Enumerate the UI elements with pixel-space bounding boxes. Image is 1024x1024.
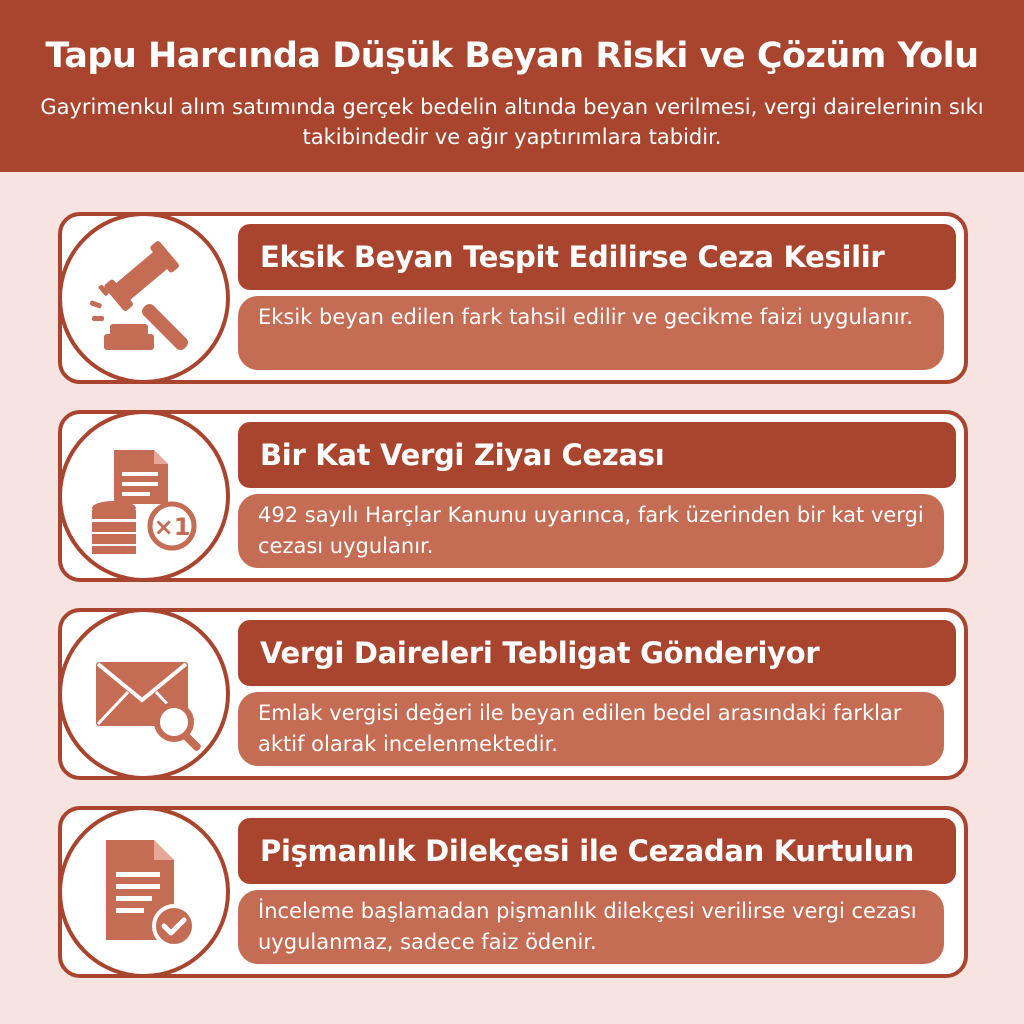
card-title: Bir Kat Vergi Ziyaı Cezası — [238, 422, 956, 488]
card-description: Eksik beyan edilen fark tahsil edilir ve gecikme faizi uygulanır. — [238, 296, 944, 370]
page-subtitle: Gayrimenkul alım satımında gerçek bedelin altında beyan verilmesi, vergi dairelerinin sıkı takibindedir ve ağır yaptırımlara tabidir. — [40, 95, 984, 149]
coins-document-icon — [62, 414, 226, 578]
card-title: Vergi Daireleri Tebligat Gönderiyor — [238, 620, 956, 686]
document-check-icon — [62, 810, 226, 974]
icon-circle — [58, 212, 230, 384]
info-card-remorse-petition — [58, 806, 968, 978]
card-title: Eksik Beyan Tespit Edilirse Ceza Kesilir — [238, 224, 956, 290]
icon-circle — [58, 806, 230, 978]
card-description: Emlak vergisi değeri ile beyan edilen bedel arasındaki farklar aktif olarak incelenmektedir. — [238, 692, 944, 766]
card-description: 492 sayılı Harçlar Kanunu uyarınca, fark üzerinden bir kat vergi cezası uygulanır. — [238, 494, 944, 568]
icon-circle — [58, 608, 230, 780]
info-card-notification — [58, 608, 968, 780]
envelope-search-icon — [62, 612, 226, 776]
header-banner — [0, 0, 1024, 172]
card-title: Pişmanlık Dilekçesi ile Cezadan Kurtulun — [238, 818, 956, 884]
icon-circle — [58, 410, 230, 582]
page-title: Tapu Harcında Düşük Beyan Riski ve Çözüm Yolu — [45, 36, 979, 76]
card-description: İnceleme başlamadan pişmanlık dilekçesi verilirse vergi cezası uygulanmaz, sadece faiz ödenir. — [238, 890, 944, 964]
gavel-icon — [62, 216, 226, 380]
multiplier-badge: ×1 — [153, 513, 191, 541]
info-card-tax-penalty — [58, 410, 968, 582]
info-card-penalty — [58, 212, 968, 384]
